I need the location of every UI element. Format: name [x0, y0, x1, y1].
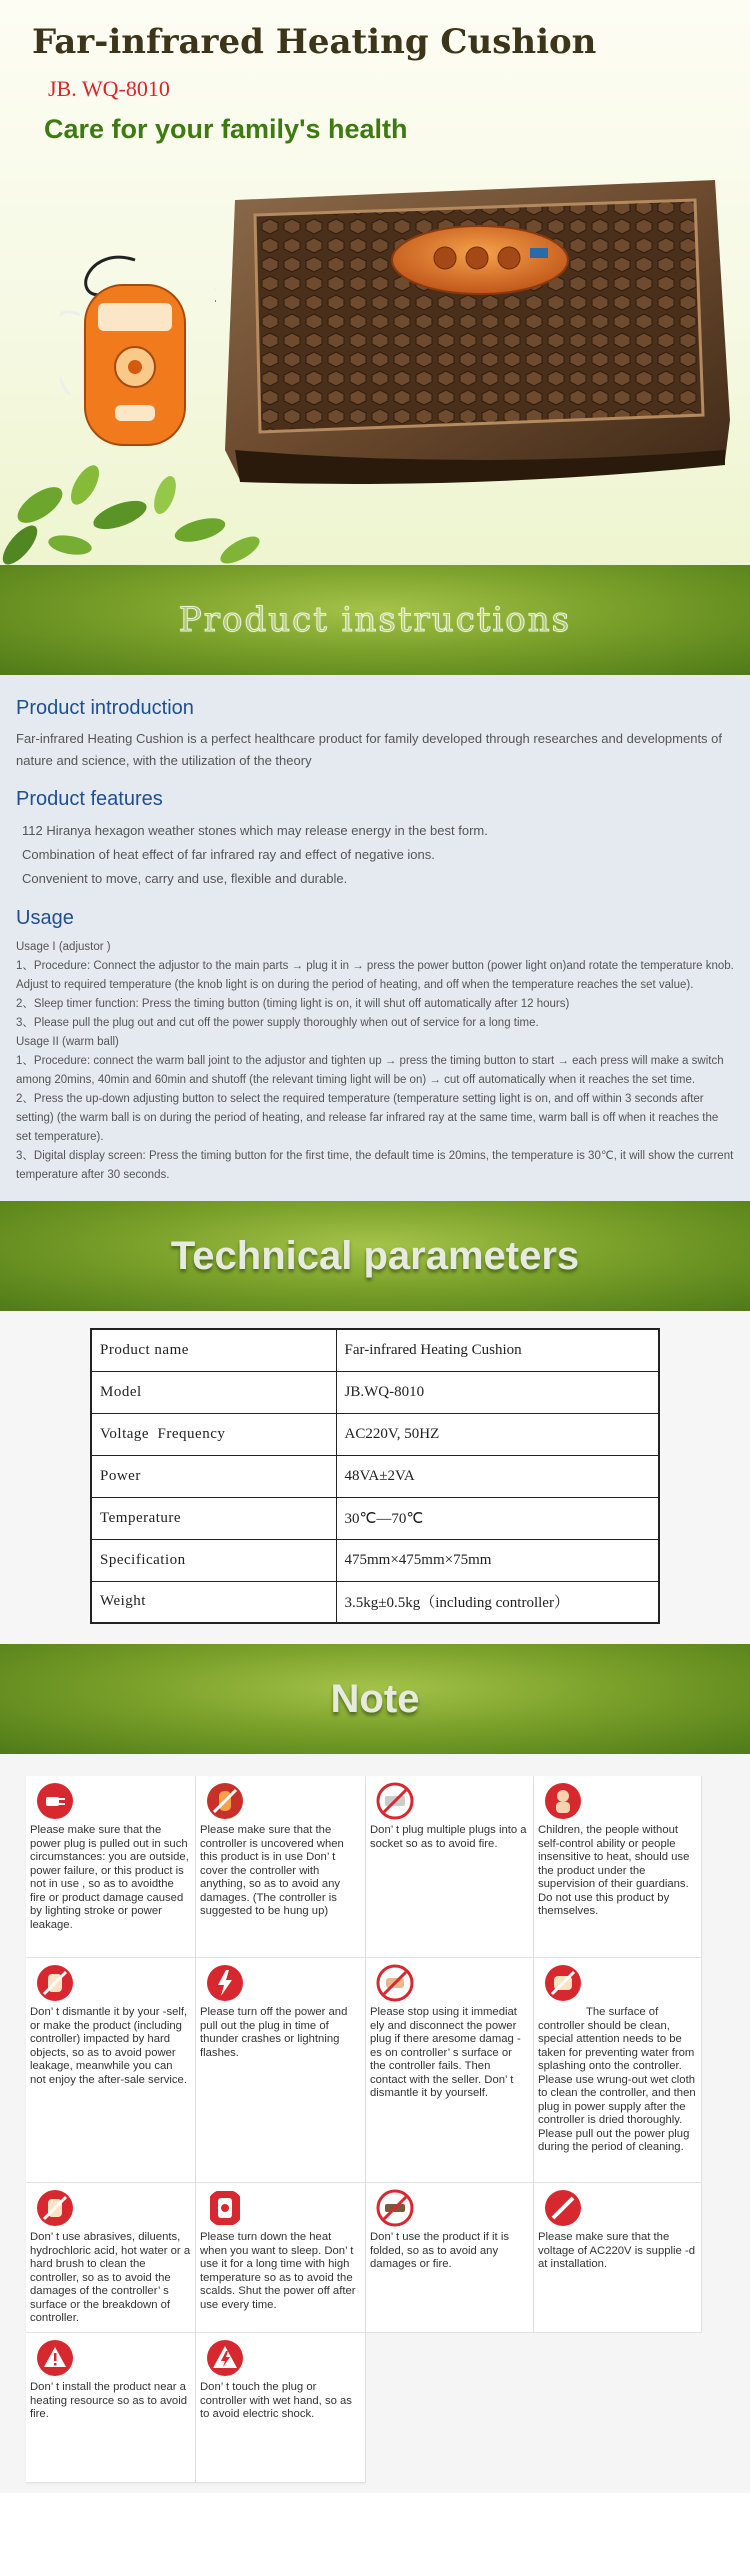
- product-slogan: Care for your family's health: [44, 114, 408, 144]
- features-list: [16, 819, 736, 891]
- usage-block: [16, 907, 736, 1185]
- banner-title: Product instructions: [178, 600, 572, 640]
- note-text: Don’ t dismantle it by your -self, or make the product (including controller) impacted by hard objects, so as to avoid power leakage, meanwhile you can not enjoy the after-sale service.: [30, 2006, 188, 2086]
- empty-cell: [534, 2333, 702, 2483]
- hero-section: [0, 0, 750, 565]
- banner-title: Technical parameters: [170, 1233, 580, 1278]
- controller-cover-icon: [206, 1782, 244, 1820]
- list-item: Combination of heat effect of far infrared ray and effect of negative ions.: [22, 847, 435, 862]
- child-warning-icon: [544, 1782, 582, 1820]
- usage-line: 1、Procedure: Connect the adjustor to the main parts → plug it in → press the power button (power light on)and rotate the temperature knob.: [16, 960, 734, 972]
- usage-line: Adjust to required temperature (the knob light is on during the period of heating, and off when the temperature reaches the set value).: [16, 979, 694, 991]
- empty-cell: [366, 2333, 534, 2483]
- param-value: 3.5kg±0.5kg（including controller）: [336, 1581, 659, 1623]
- note-card: [26, 2183, 196, 2333]
- note-text: The surface of controller should be clean, special attention needs to be taken for preventing water from splashing onto the controller. Please use wrung-out wet cloth to clean the controller, and then plug in power supply after the controller is dried thoroughly. Please pull out the power plug during the period of cleaning.: [538, 2006, 696, 2153]
- product-instructions-banner: [0, 565, 750, 675]
- note-card: [26, 2333, 196, 2483]
- list-item: Convenient to move, carry and use, flexible and durable.: [22, 871, 348, 886]
- usage-line: 2、Sleep timer function: Press the timing button (timing light is on, it will shut off automatically after 12 hours): [16, 998, 570, 1010]
- usage-line: Usage I (adjustor ): [16, 941, 111, 953]
- table-row: [91, 1539, 659, 1581]
- note-banner: [0, 1644, 750, 1754]
- usage-line: 3、Digital display screen: Press the timing button for the first time, the default time is 20mins, the temperature is 30℃, it will show the current temperature after 30 seconds.: [16, 1150, 734, 1181]
- electric-shock-warning-icon: [206, 2339, 244, 2377]
- product-model: JB. WQ-8010: [48, 76, 170, 101]
- parameters-section: [0, 1311, 750, 1644]
- note-card: [26, 1958, 196, 2183]
- note-card: [196, 1776, 366, 1958]
- heat-source-warning-icon: [36, 2339, 74, 2377]
- param-key: Voltage Frequency: [91, 1413, 336, 1455]
- cleaning-icon: [544, 1964, 582, 2002]
- instructions-section: [0, 675, 750, 1201]
- temperature-controller-image: [60, 255, 210, 455]
- parameters-table: [90, 1328, 660, 1624]
- note-text: Don’ t plug multiple plugs into a socket so as to avoid fire.: [370, 1824, 527, 1850]
- note-text: Don’ t use abrasives, diluents, hydrochloric acid, hot water or a hard brush to clean the controller, so as to avoid the damages of the controller’ s surface or the breakdown of controller.: [30, 2231, 191, 2324]
- features-block: [16, 788, 736, 891]
- dismantle-prohibited-icon: [36, 1964, 74, 2002]
- note-card: [196, 1958, 366, 2183]
- note-text: Children, the people without self-control ability or people insensitive to heat, should use the product under the supervision of their guardians. Do not use this product by themselves.: [538, 1824, 690, 1917]
- product-title: Far-infrared Heating Cushion: [32, 22, 597, 62]
- table-row: [91, 1371, 659, 1413]
- notes-grid: [26, 1776, 726, 2483]
- voltage-icon: [544, 2189, 582, 2227]
- heating-cushion-image: [215, 160, 735, 500]
- note-card: [196, 2333, 366, 2483]
- note-text: Don’ t install the product near a heating resource so as to avoid fire.: [30, 2381, 187, 2420]
- abrasive-prohibited-icon: [36, 2189, 74, 2227]
- table-row: [91, 1581, 659, 1623]
- table-row: [91, 1329, 659, 1371]
- list-item: 112 Hiranya hexagon weather stones which may release energy in the best form.: [22, 823, 488, 838]
- introduction-text: Far-infrared Heating Cushion is a perfect healthcare product for family developed through researches and developments of nature and science, with the utilization of the theory: [16, 731, 723, 768]
- usage-line: 2、Press the up-down adjusting button to select the required temperature (temperature setting light is on, and off within 3 seconds after setting) (the warm ball is on during the period of heating, and release far infrared ray at the same time, warm ball is off when it reaches the set temperature).: [16, 1093, 719, 1143]
- table-row: [91, 1497, 659, 1539]
- notes-section: [0, 1754, 750, 2493]
- param-value: JB.WQ-8010: [336, 1371, 659, 1413]
- introduction-block: [16, 697, 736, 772]
- table-row: [91, 1455, 659, 1497]
- note-card: [366, 1958, 534, 2183]
- param-key: Model: [91, 1371, 336, 1413]
- note-text: Please turn off the power and pull out the plug in time of thunder crashes or lightning flashes.: [200, 2006, 348, 2059]
- note-card: [196, 2183, 366, 2333]
- note-card: [26, 1776, 196, 1958]
- note-text: Don’ t use the product if it is folded, so as to avoid any damages or fire.: [370, 2231, 509, 2270]
- usage-heading: Usage: [16, 907, 74, 929]
- usage-line: 3、Please pull the plug out and cut off the power supply thoroughly when out of service for a long time.: [16, 1017, 539, 1029]
- note-card: [534, 1958, 702, 2183]
- param-value: Far-infrared Heating Cushion: [336, 1329, 659, 1371]
- param-value: 30℃—70℃: [336, 1497, 659, 1539]
- param-value: AC220V, 50HZ: [336, 1413, 659, 1455]
- param-key: Power: [91, 1455, 336, 1497]
- plug-warning-icon: [36, 1782, 74, 1820]
- param-key: Weight: [91, 1581, 336, 1623]
- folded-prohibited-icon: [376, 2189, 414, 2227]
- param-key: Specification: [91, 1539, 336, 1581]
- note-card: [366, 1776, 534, 1958]
- param-value: 475mm×475mm×75mm: [336, 1539, 659, 1581]
- note-text: Please turn down the heat when you want to sleep. Don’ t use it for a long time with high temperature so as to avoid the scalds. Shut the power off after use every time.: [200, 2231, 356, 2311]
- param-value: 48VA±2VA: [336, 1455, 659, 1497]
- thunderstorm-icon: [206, 1964, 244, 2002]
- introduction-heading: Product introduction: [16, 697, 194, 719]
- sleep-heat-icon: [206, 2189, 244, 2227]
- note-text: Please make sure that the controller is uncovered when this product is in use Don’ t cover the controller with anything, so as to avoid any damages. (The controller is suggested to be hung up): [200, 1824, 344, 1917]
- damaged-product-icon: [376, 1964, 414, 2002]
- banner-title: Note: [330, 1676, 420, 1721]
- usage-line: 1、Procedure: connect the warm ball joint to the adjustor and tighten up → press the timing button to start → each press will make a switch among 20mins, 40min and 60min and shutoff (the relevant timing light will be on) → cut off automatically when it reaches the set time.: [16, 1055, 724, 1086]
- note-text: Please stop using it immediat ely and disconnect the power plug if there aresome damag -es on controller’ s surface or the controller fails. Then contact with the seller. Don’ t dismantle it by yourself.: [370, 2006, 521, 2099]
- note-card: [366, 2183, 534, 2333]
- note-card: [534, 2183, 702, 2333]
- note-text: Please make sure that the voltage of AC220V is supplie -d at installation.: [538, 2231, 695, 2270]
- note-card: [534, 1776, 702, 1958]
- usage-line: Usage II (warm ball): [16, 1036, 119, 1048]
- technical-parameters-banner: [0, 1201, 750, 1311]
- features-heading: Product features: [16, 788, 163, 810]
- note-text: Please make sure that the power plug is pulled out in such circumstances: you are outside, power failure, or this product is not in use , so as to avoidthe fire or product damage caused by lighting stroke or power leakage.: [30, 1824, 189, 1931]
- table-row: [91, 1413, 659, 1455]
- param-key: Product name: [91, 1329, 336, 1371]
- note-text: Don’ t touch the plug or controller with wet hand, so as to avoid electric shock.: [200, 2381, 352, 2420]
- multi-plug-prohibited-icon: [376, 1782, 414, 1820]
- param-key: Temperature: [91, 1497, 336, 1539]
